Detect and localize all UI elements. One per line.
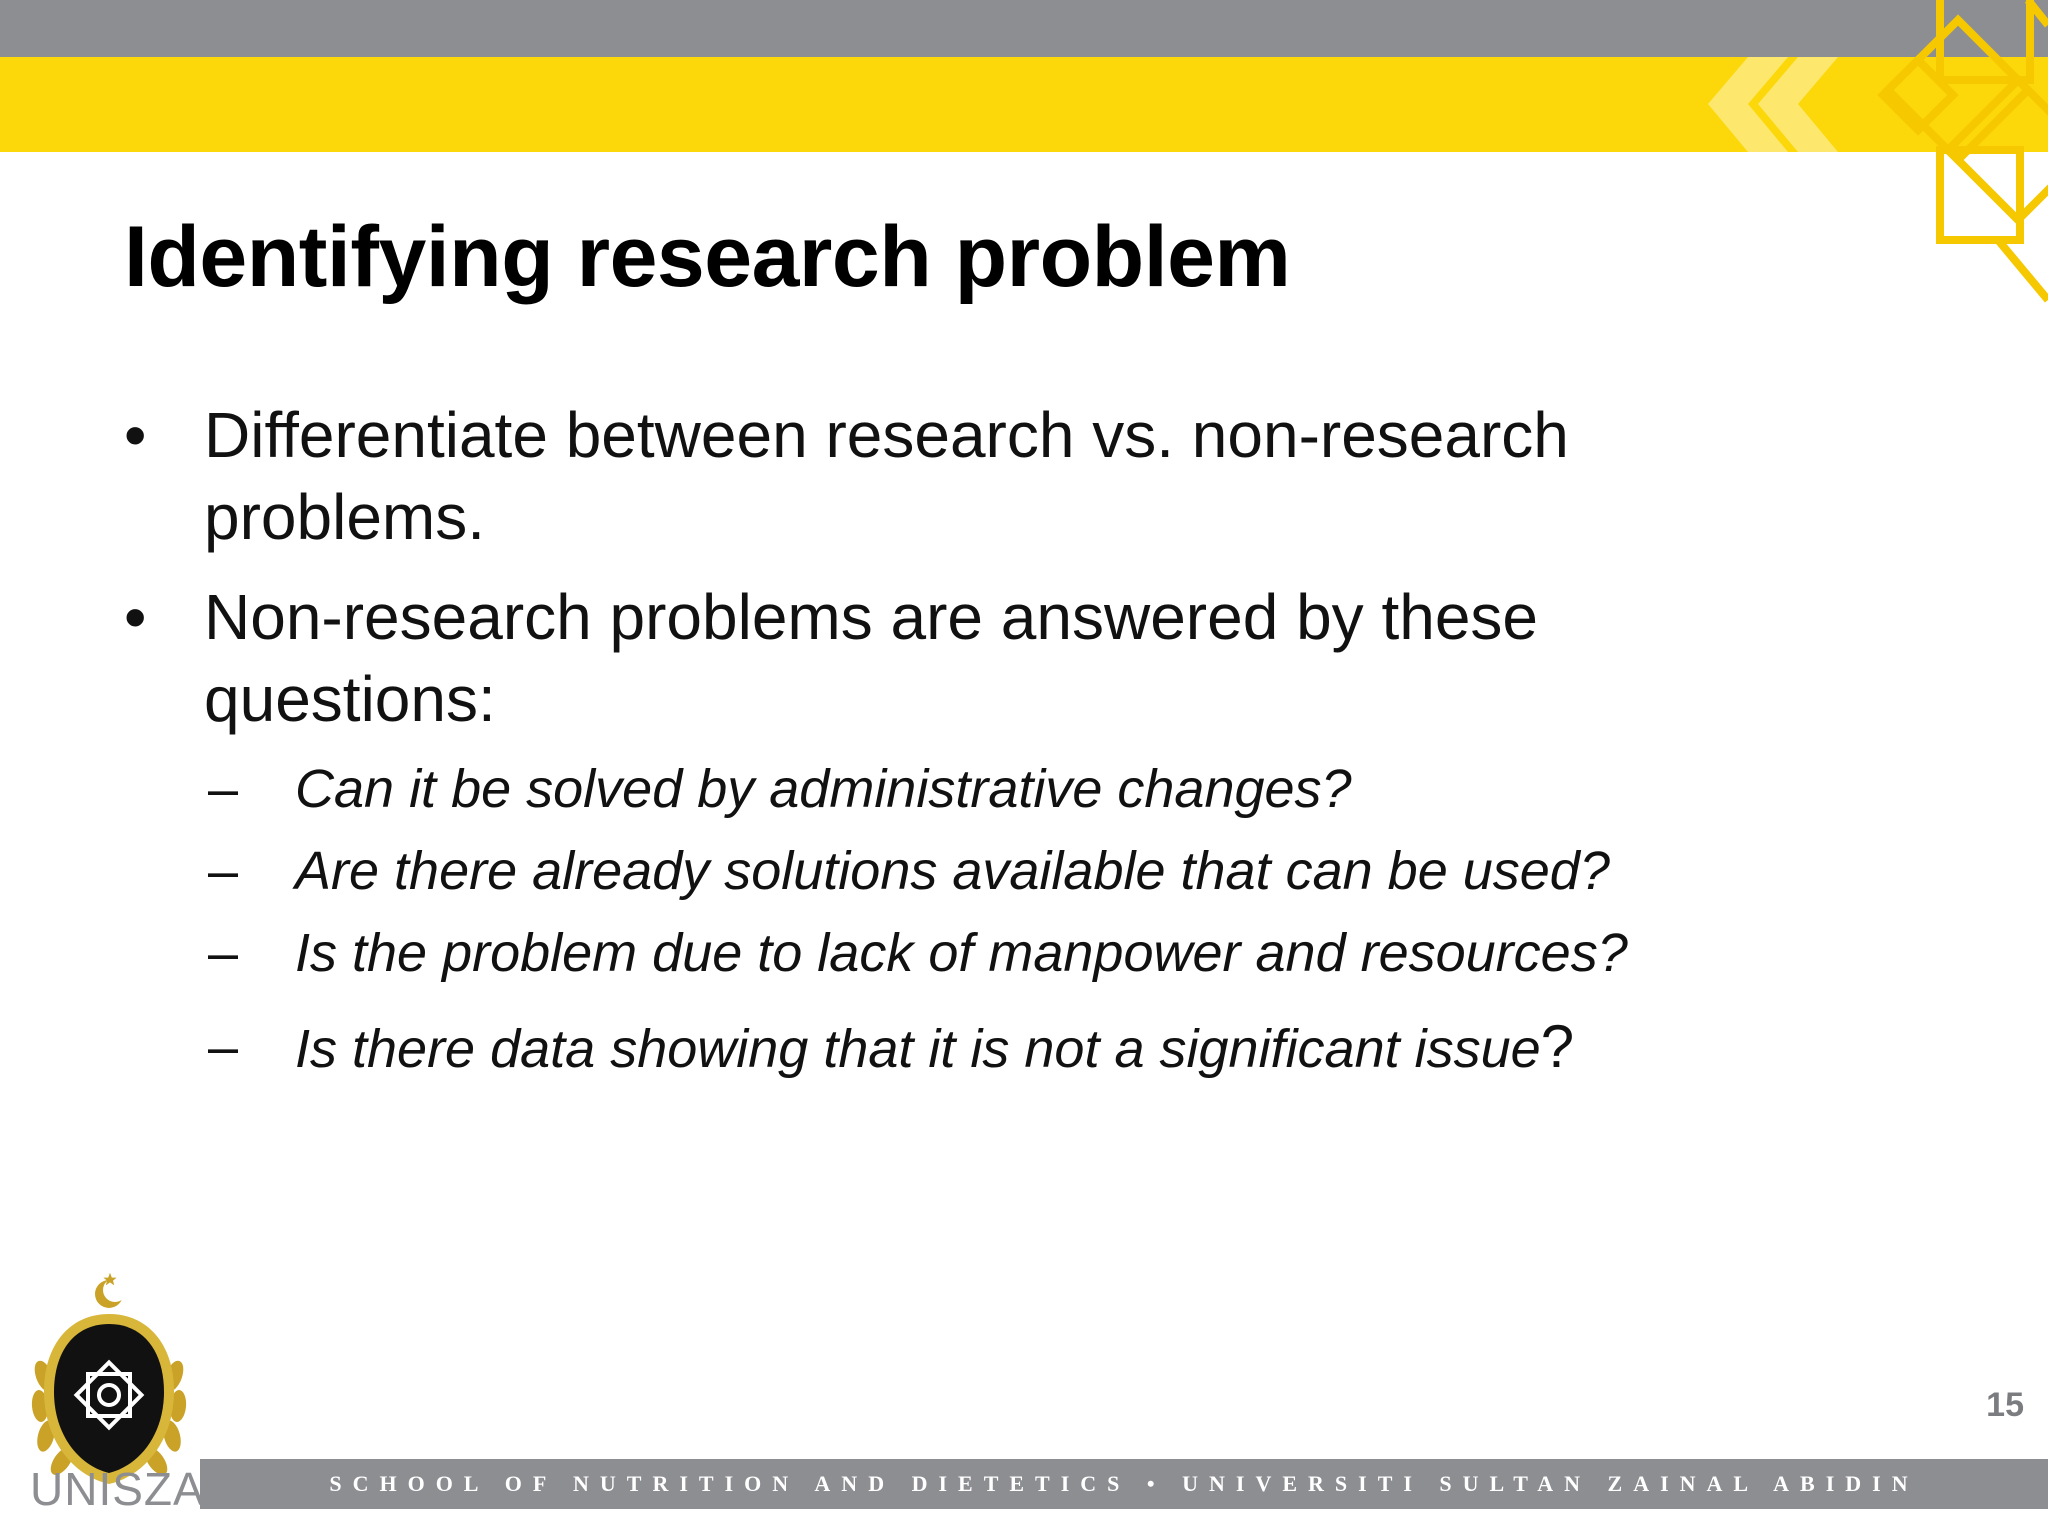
- sub-bullet-item: [208, 912, 1808, 994]
- dash-marker: –: [208, 841, 239, 901]
- bullet-list: [120, 394, 1720, 758]
- dash-marker: –: [208, 1017, 239, 1077]
- dash-marker: –: [208, 923, 239, 983]
- dash-marker: –: [208, 759, 239, 819]
- sub-bullet-text: Is the problem due to lack of manpower and resources?: [295, 923, 1628, 983]
- sub-bullet-list: [208, 748, 1808, 1090]
- question-mark: ?: [1540, 1013, 1575, 1080]
- sub-bullet-item: [208, 748, 1808, 830]
- logo-wordmark: UNISZA: [30, 1463, 205, 1515]
- bullet-text: Differentiate between research vs. non-research problems.: [204, 399, 1569, 553]
- bullet-item: [120, 576, 1720, 740]
- sub-bullet-text: Is there data showing that it is not a significant issue: [295, 1019, 1541, 1079]
- footer-bar: [200, 1459, 2048, 1509]
- geometric-decoration-icon: [1688, 0, 2048, 320]
- sub-bullet-item: [208, 1006, 1808, 1090]
- bullet-text: Non-research problems are answered by these questions:: [204, 581, 1538, 735]
- bullet-marker: •: [124, 399, 147, 471]
- slide-title: Identifying research problem: [124, 209, 1291, 305]
- sub-bullet-text: Are there already solutions available that can be used?: [295, 841, 1610, 901]
- bullet-item: [120, 394, 1720, 558]
- page-number: 15: [1986, 1386, 2024, 1424]
- sub-bullet-text: Can it be solved by administrative changes?: [295, 759, 1352, 819]
- footer-text: SCHOOL OF NUTRITION AND DIETETICS • UNIVERSITI SULTAN ZAINAL ABIDIN: [329, 1471, 1919, 1496]
- bullet-marker: •: [124, 581, 147, 653]
- sub-bullet-item: [208, 830, 1808, 912]
